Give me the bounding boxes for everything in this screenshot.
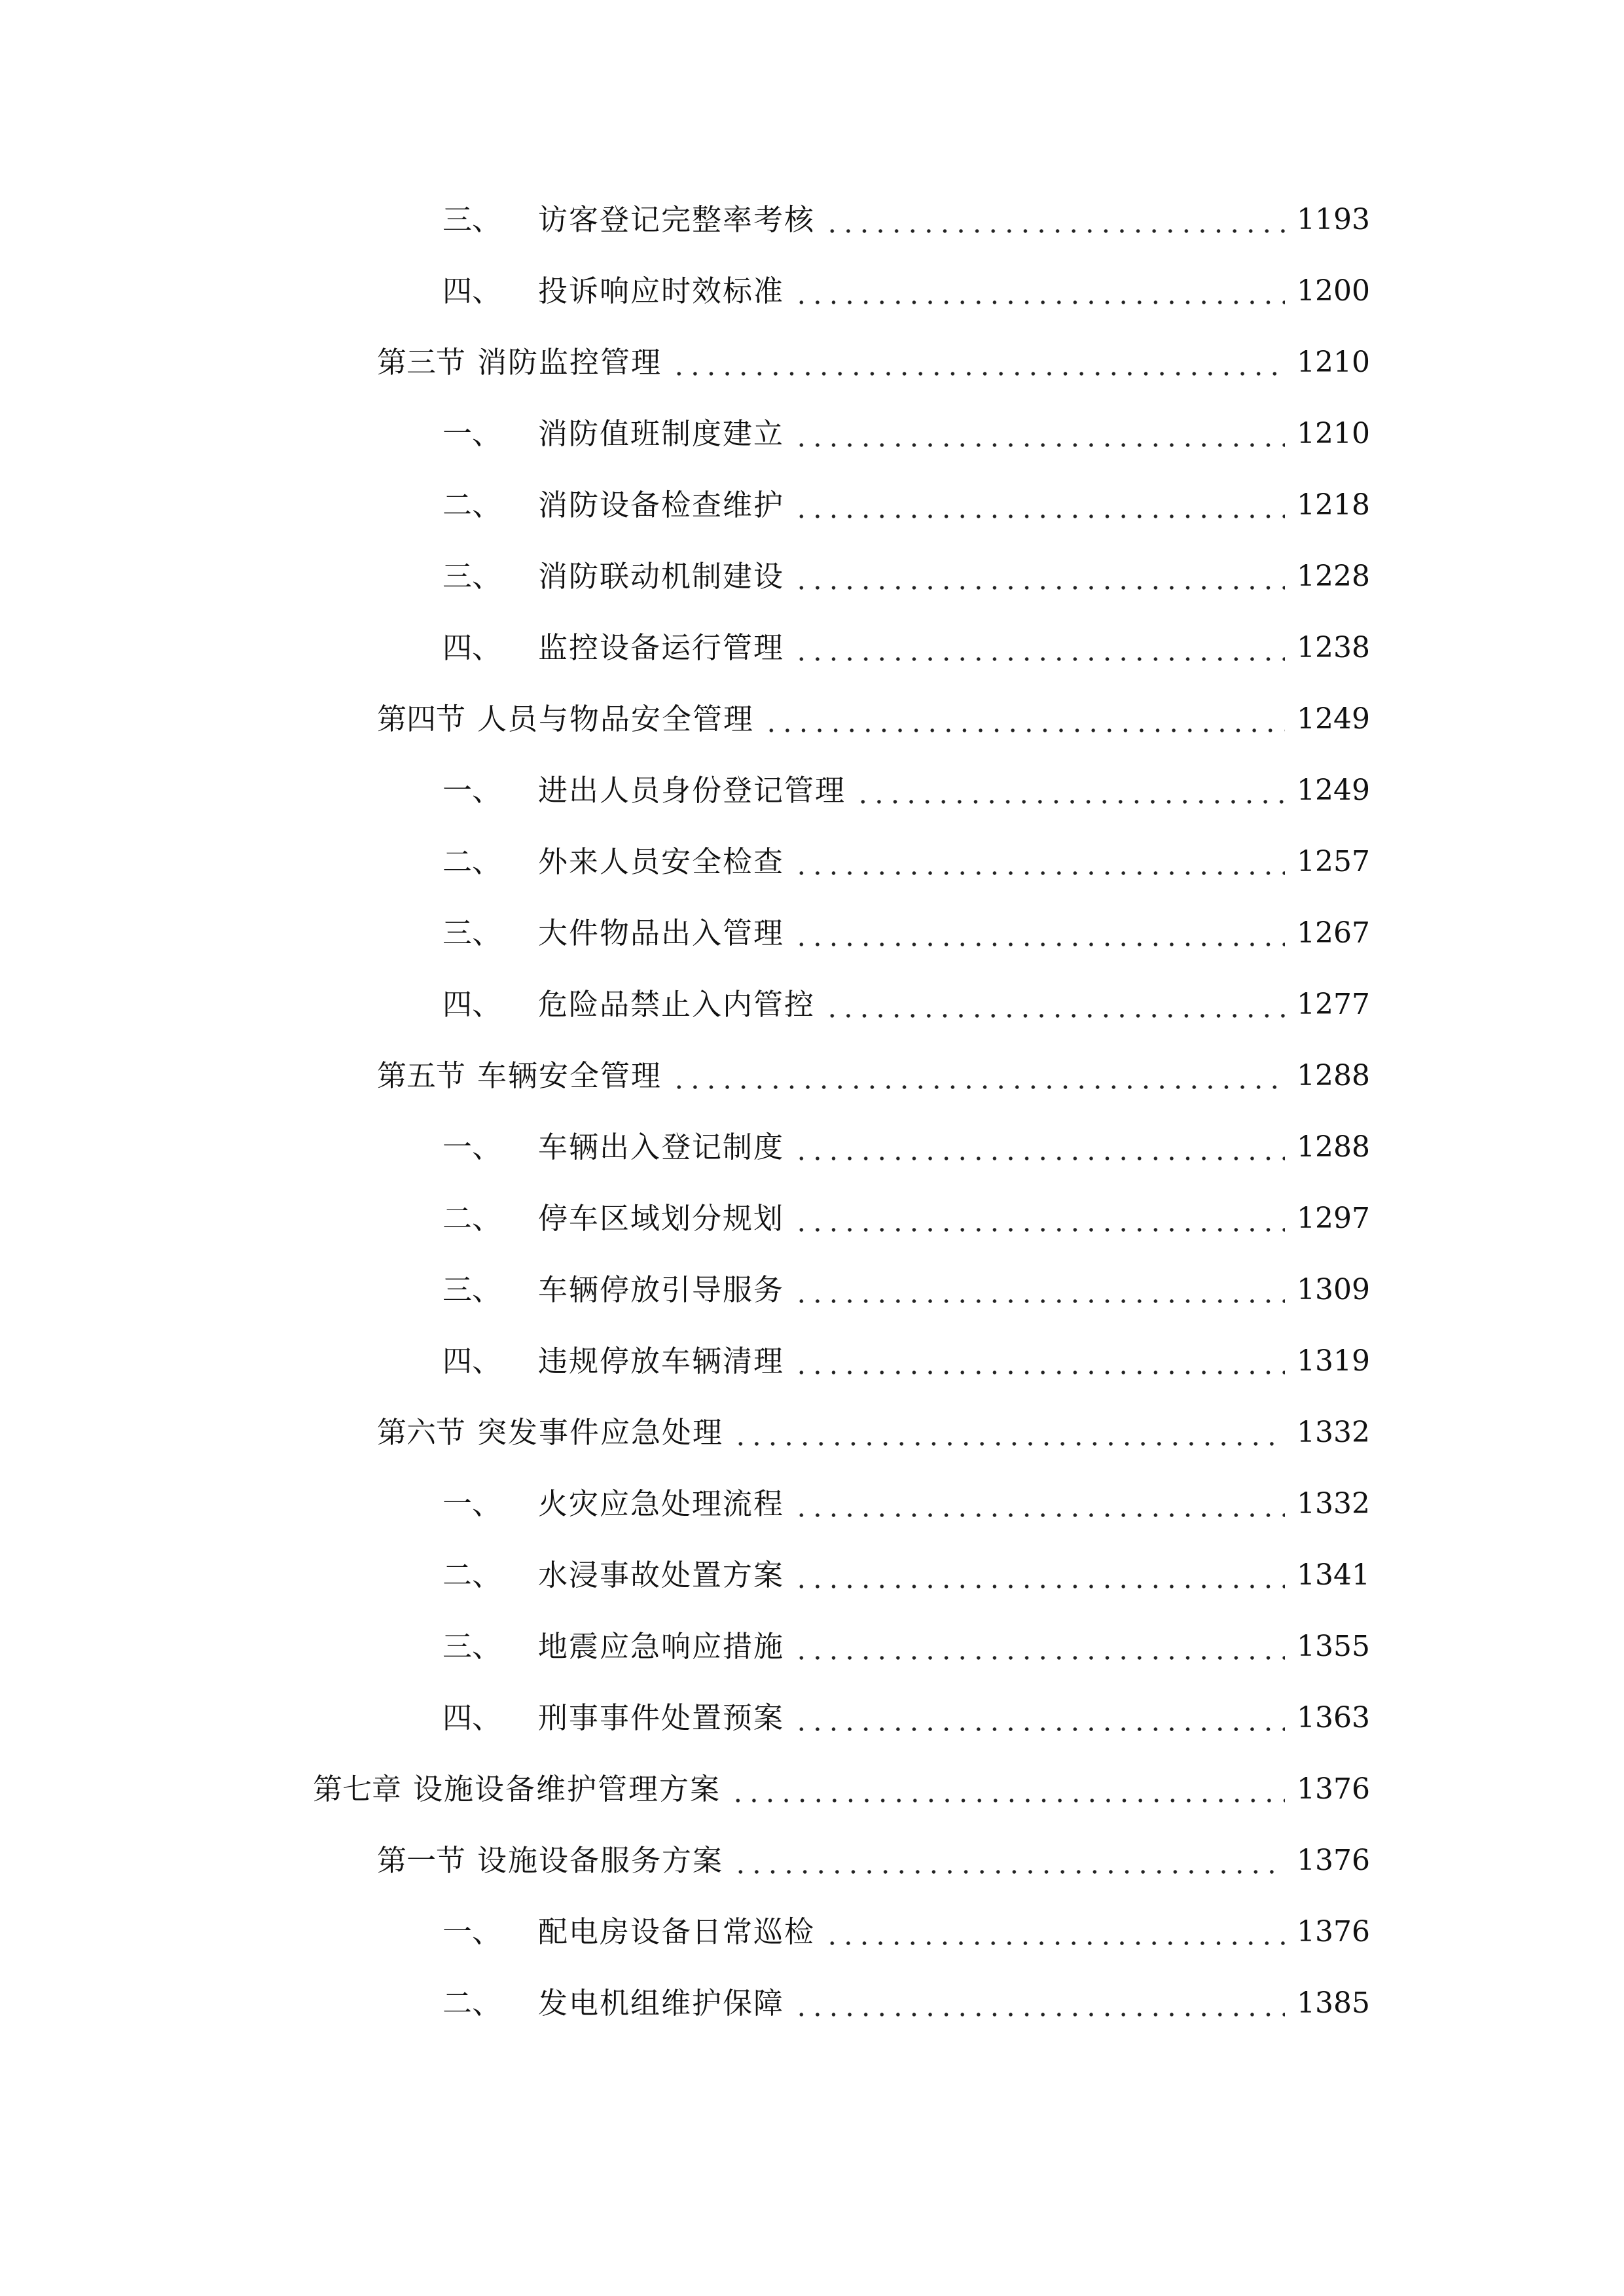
dot-leader <box>793 484 1285 526</box>
toc-entry-number: 第一节 <box>377 1843 466 1878</box>
toc-entry-number: 一、 <box>442 1914 502 1949</box>
toc-entry-page: 1193 <box>1297 203 1370 236</box>
toc-entry-number: 二、 <box>442 1201 502 1236</box>
toc-entry-page: 1319 <box>1297 1344 1370 1378</box>
toc-entry-item[interactable] <box>442 199 1370 241</box>
toc-entry-page: 1257 <box>1297 845 1370 878</box>
toc-entry-page: 1267 <box>1297 916 1370 950</box>
toc-entry-item[interactable] <box>442 1911 1370 1953</box>
toc-entry-title: 外来人员安全检查 <box>538 844 785 879</box>
dot-leader <box>793 1697 1285 1739</box>
toc-entry-page: 1297 <box>1297 1202 1370 1235</box>
dot-leader <box>793 1483 1285 1525</box>
dot-leader <box>732 1412 1285 1454</box>
toc-entry-title: 突发事件应急处理 <box>477 1415 724 1450</box>
toc-entry-item[interactable] <box>442 1340 1370 1382</box>
toc-entry-number: 第七章 <box>313 1772 402 1806</box>
toc-entry-title: 地震应急响应措施 <box>538 1629 785 1664</box>
toc-entry-page: 1249 <box>1297 774 1370 807</box>
toc-entry-title: 访客登记完整率考核 <box>538 202 816 237</box>
toc-entry-number: 四、 <box>442 1700 502 1735</box>
toc-entry-item[interactable] <box>442 270 1370 312</box>
toc-entry-number: 二、 <box>442 488 502 522</box>
toc-entry-number: 三、 <box>442 1272 502 1307</box>
toc-entry-title: 大件物品出入管理 <box>538 916 785 950</box>
toc-entry-number: 第四节 <box>377 702 466 736</box>
toc-entry-title: 消防监控管理 <box>477 345 662 380</box>
toc-entry-title: 设施设备维护管理方案 <box>413 1772 721 1806</box>
dot-leader <box>793 270 1285 312</box>
toc-entry-number: 一、 <box>442 1130 502 1164</box>
toc-entry-title: 危险品禁止入内管控 <box>538 987 816 1022</box>
toc-entry-number: 二、 <box>442 1558 502 1592</box>
toc-entry-section[interactable] <box>377 1055 1370 1097</box>
toc-entry-number: 一、 <box>442 416 502 451</box>
dot-leader <box>824 984 1285 1026</box>
toc-entry-page: 1228 <box>1297 560 1370 593</box>
toc-entry-title: 进出人员身份登记管理 <box>538 773 846 808</box>
toc-entry-title: 刑事事件处置预案 <box>538 1700 785 1735</box>
toc-entry-section[interactable] <box>377 1412 1370 1454</box>
toc-entry-item[interactable] <box>442 627 1370 669</box>
toc-entry-number: 一、 <box>442 773 502 808</box>
toc-entry-page: 1218 <box>1297 488 1370 522</box>
toc-entry-page: 1288 <box>1297 1130 1370 1164</box>
dot-leader <box>793 1269 1285 1311</box>
dot-leader <box>671 342 1285 384</box>
dot-leader <box>793 841 1285 883</box>
toc-entry-item[interactable] <box>442 556 1370 598</box>
toc-entry-page: 1309 <box>1297 1273 1370 1306</box>
toc-entry-page: 1249 <box>1297 702 1370 736</box>
toc-entry-page: 1277 <box>1297 988 1370 1021</box>
toc-entry-title: 消防值班制度建立 <box>538 416 785 451</box>
toc-entry-title: 发电机组维护保障 <box>538 1986 785 2020</box>
dot-leader <box>793 556 1285 598</box>
dot-leader <box>793 1626 1285 1668</box>
dot-leader <box>824 1911 1285 1953</box>
dot-leader <box>730 1768 1285 1810</box>
toc-entry-item[interactable] <box>442 484 1370 526</box>
toc-entry-section[interactable] <box>377 698 1370 740</box>
toc-entry-item[interactable] <box>442 912 1370 954</box>
toc-entry-title: 车辆安全管理 <box>477 1058 662 1093</box>
toc-entry-number: 三、 <box>442 1629 502 1664</box>
toc-entry-number: 四、 <box>442 1344 502 1378</box>
toc-entry-page: 1355 <box>1297 1630 1370 1663</box>
toc-entry-section[interactable] <box>377 1840 1370 1882</box>
toc-entry-number: 三、 <box>442 916 502 950</box>
toc-entry-title: 设施设备服务方案 <box>477 1843 724 1878</box>
dot-leader <box>793 1198 1285 1240</box>
toc-entry-item[interactable] <box>442 1626 1370 1668</box>
toc-entry-title: 车辆出入登记制度 <box>538 1130 785 1164</box>
toc-entry-section[interactable] <box>377 342 1370 384</box>
dot-leader <box>793 1126 1285 1168</box>
toc-entry-number: 三、 <box>442 559 502 594</box>
toc-entry-chapter[interactable] <box>313 1768 1370 1810</box>
toc-entry-number: 二、 <box>442 1986 502 2020</box>
toc-entry-title: 人员与物品安全管理 <box>477 702 755 736</box>
toc-entry-item[interactable] <box>442 984 1370 1026</box>
dot-leader <box>793 1340 1285 1382</box>
toc-entry-page: 1210 <box>1297 417 1370 450</box>
dot-leader <box>824 199 1285 241</box>
toc-entry-page: 1200 <box>1297 274 1370 308</box>
toc-entry-item[interactable] <box>442 413 1370 455</box>
dot-leader <box>732 1840 1285 1882</box>
toc-entry-item[interactable] <box>442 1126 1370 1168</box>
dot-leader <box>763 698 1285 740</box>
toc-entry-page: 1288 <box>1297 1059 1370 1092</box>
dot-leader <box>793 627 1285 669</box>
toc-entry-page: 1332 <box>1297 1416 1370 1449</box>
toc-entry-page: 1341 <box>1297 1558 1370 1592</box>
dot-leader <box>855 770 1285 812</box>
toc-entry-number: 第五节 <box>377 1058 466 1093</box>
toc-entry-number: 四、 <box>442 274 502 308</box>
toc-entry-number: 三、 <box>442 202 502 237</box>
toc-entry-title: 水浸事故处置方案 <box>538 1558 785 1592</box>
toc-entry-item[interactable] <box>442 1554 1370 1596</box>
toc-entry-title: 车辆停放引导服务 <box>538 1272 785 1307</box>
toc-entry-item[interactable] <box>442 1269 1370 1311</box>
toc-entry-title: 投诉响应时效标准 <box>538 274 785 308</box>
toc-entry-page: 1376 <box>1297 1844 1370 1877</box>
toc-entry-title: 消防设备检查维护 <box>538 488 785 522</box>
dot-leader <box>671 1055 1285 1097</box>
toc-entry-page: 1376 <box>1297 1915 1370 1948</box>
toc-entry-item[interactable] <box>442 1483 1370 1525</box>
toc-entry-page: 1363 <box>1297 1701 1370 1734</box>
toc-entry-page: 1210 <box>1297 346 1370 379</box>
dot-leader <box>793 413 1285 455</box>
toc-entry-page: 1332 <box>1297 1487 1370 1520</box>
dot-leader <box>793 1554 1285 1596</box>
toc-entry-number: 四、 <box>442 630 502 665</box>
toc-entry-item[interactable] <box>442 1697 1370 1739</box>
toc-entry-title: 火灾应急处理流程 <box>538 1486 785 1521</box>
toc-entry-number: 一、 <box>442 1486 502 1521</box>
dot-leader <box>793 1982 1285 2024</box>
toc-entry-page: 1376 <box>1297 1772 1370 1806</box>
toc-entry-item[interactable] <box>442 1982 1370 2024</box>
toc-entry-title: 配电房设备日常巡检 <box>538 1914 816 1949</box>
toc-entry-item[interactable] <box>442 1198 1370 1240</box>
toc-entry-page: 1238 <box>1297 631 1370 664</box>
toc-entry-page: 1385 <box>1297 1986 1370 2020</box>
toc-entry-number: 第三节 <box>377 345 466 380</box>
toc-entry-title: 违规停放车辆清理 <box>538 1344 785 1378</box>
toc-entry-number: 二、 <box>442 844 502 879</box>
toc-entry-item[interactable] <box>442 770 1370 812</box>
toc-entry-title: 消防联动机制建设 <box>538 559 785 594</box>
toc-entry-title: 监控设备运行管理 <box>538 630 785 665</box>
toc-entry-number: 第六节 <box>377 1415 466 1450</box>
toc-entry-title: 停车区域划分规划 <box>538 1201 785 1236</box>
dot-leader <box>793 912 1285 954</box>
toc-entry-number: 四、 <box>442 987 502 1022</box>
toc-entry-item[interactable] <box>442 841 1370 883</box>
